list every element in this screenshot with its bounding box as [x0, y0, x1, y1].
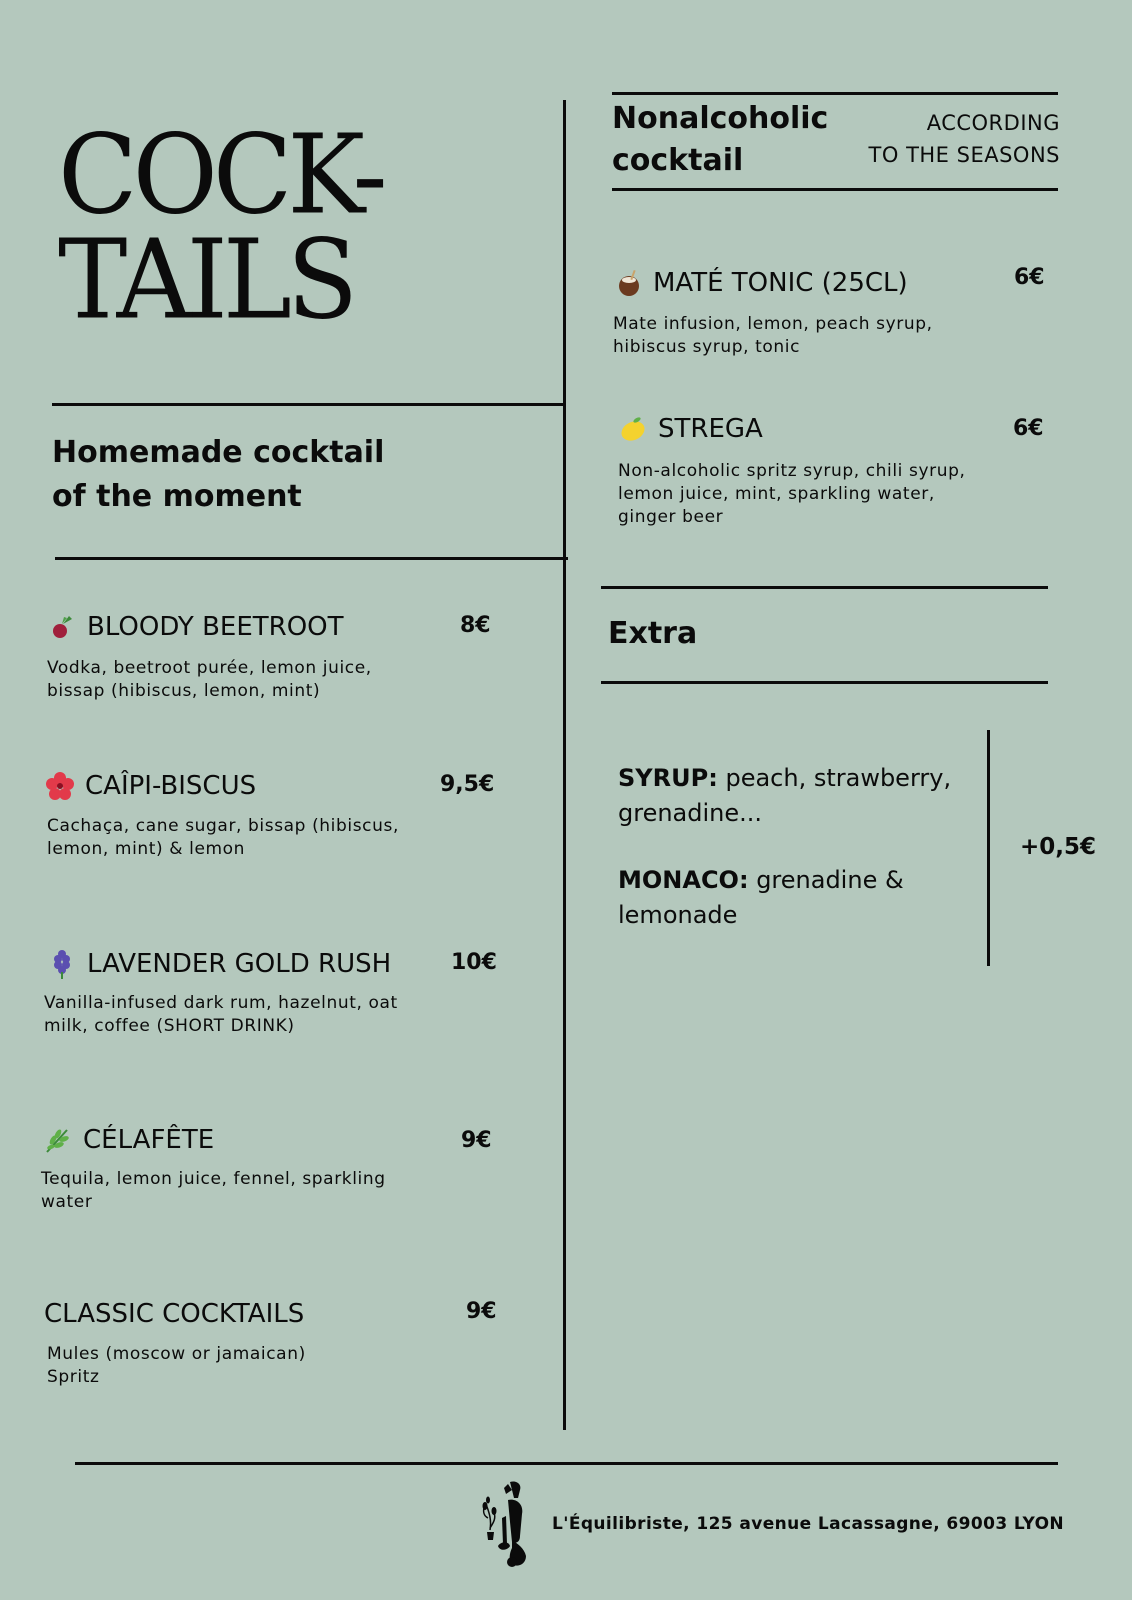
- title-line-2: TAILS: [58, 215, 354, 344]
- menu-item-strega: STREGA: [618, 412, 763, 446]
- extra-syrup: SYRUP: peach, strawberry, grenadine...: [618, 764, 952, 827]
- desc-strega: Non-alcoholic spritz syrup, chili syrup, lemon juice, mint, sparkling water, ginger beer: [618, 461, 966, 527]
- beetroot-icon: [47, 612, 77, 642]
- desc-classic-cocktails: Mules (moscow or jamaican) Spritz: [47, 1344, 306, 1387]
- menu-item-bloody-beetroot: BLOODY BEETROOT: [47, 610, 344, 644]
- coconut-icon: [617, 268, 643, 298]
- price-lavender-gold-rush: 10€: [451, 950, 497, 975]
- nonalc-top-rule: [612, 92, 1058, 95]
- center-divider: [563, 100, 566, 1430]
- desc-celafete: Tequila, lemon juice, fennel, sparkling water: [41, 1169, 386, 1212]
- extra-top-rule: [601, 586, 1048, 589]
- homemade-top-rule: [52, 403, 566, 406]
- menu-item-classic-cocktails: CLASSIC COCKTAILS: [44, 1299, 305, 1329]
- hibiscus-icon: [45, 771, 75, 801]
- footer-address: L'Équilibriste, 125 avenue Lacassagne, 69003 LYON: [552, 1514, 1065, 1534]
- desc-caipi-biscus: Cachaça, cane sugar, bissap (hibiscus, lemon, mint) & lemon: [47, 816, 399, 859]
- desc-bloody-beetroot: Vodka, beetroot purée, lemon juice, bissap (hibiscus, lemon, mint): [47, 658, 372, 701]
- price-classic-cocktails: 9€: [466, 1299, 497, 1324]
- desc-lavender-gold-rush: Vanilla-infused dark rum, hazelnut, oat milk, coffee (SHORT DRINK): [44, 993, 398, 1036]
- nonalc-bottom-rule: [612, 188, 1058, 191]
- price-extra: +0,5€: [1020, 834, 1097, 860]
- menu-item-caipi-biscus: CAÎPI-BISCUS: [45, 769, 256, 803]
- menu-item-mate-tonic: MATÉ TONIC (25CL): [617, 266, 908, 300]
- title-line-1: COCK-: [58, 110, 383, 239]
- season-note: ACCORDING TO THE SEASONS: [868, 111, 1060, 167]
- menu-item-lavender-gold-rush: LAVENDER GOLD RUSH: [47, 947, 391, 981]
- price-strega: 6€: [1013, 416, 1044, 441]
- extra-divider: [987, 730, 990, 966]
- nonalcoholic-heading: Nonalcoholic cocktail: [612, 101, 829, 178]
- lemon-icon: [618, 414, 648, 444]
- extra-bottom-rule: [601, 681, 1048, 684]
- equilibrist-logo: [482, 1478, 538, 1570]
- menu-item-celafete: CÉLAFÊTE: [43, 1123, 214, 1157]
- hyacinth-icon: [47, 949, 77, 979]
- price-celafete: 9€: [461, 1128, 492, 1153]
- homemade-bottom-rule: [55, 557, 568, 560]
- price-caipi-biscus: 9,5€: [440, 772, 495, 797]
- homemade-heading: Homemade cocktail of the moment: [52, 435, 385, 514]
- desc-mate-tonic: Mate infusion, lemon, peach syrup, hibiscus syrup, tonic: [613, 314, 933, 357]
- page-title: [58, 110, 383, 344]
- price-bloody-beetroot: 8€: [460, 613, 491, 638]
- footer-rule: [75, 1462, 1058, 1465]
- price-mate-tonic: 6€: [1014, 265, 1045, 290]
- extra-heading: Extra: [608, 616, 698, 651]
- herb-icon: [43, 1125, 73, 1155]
- extra-monaco: MONACO: grenadine & lemonade: [618, 866, 904, 929]
